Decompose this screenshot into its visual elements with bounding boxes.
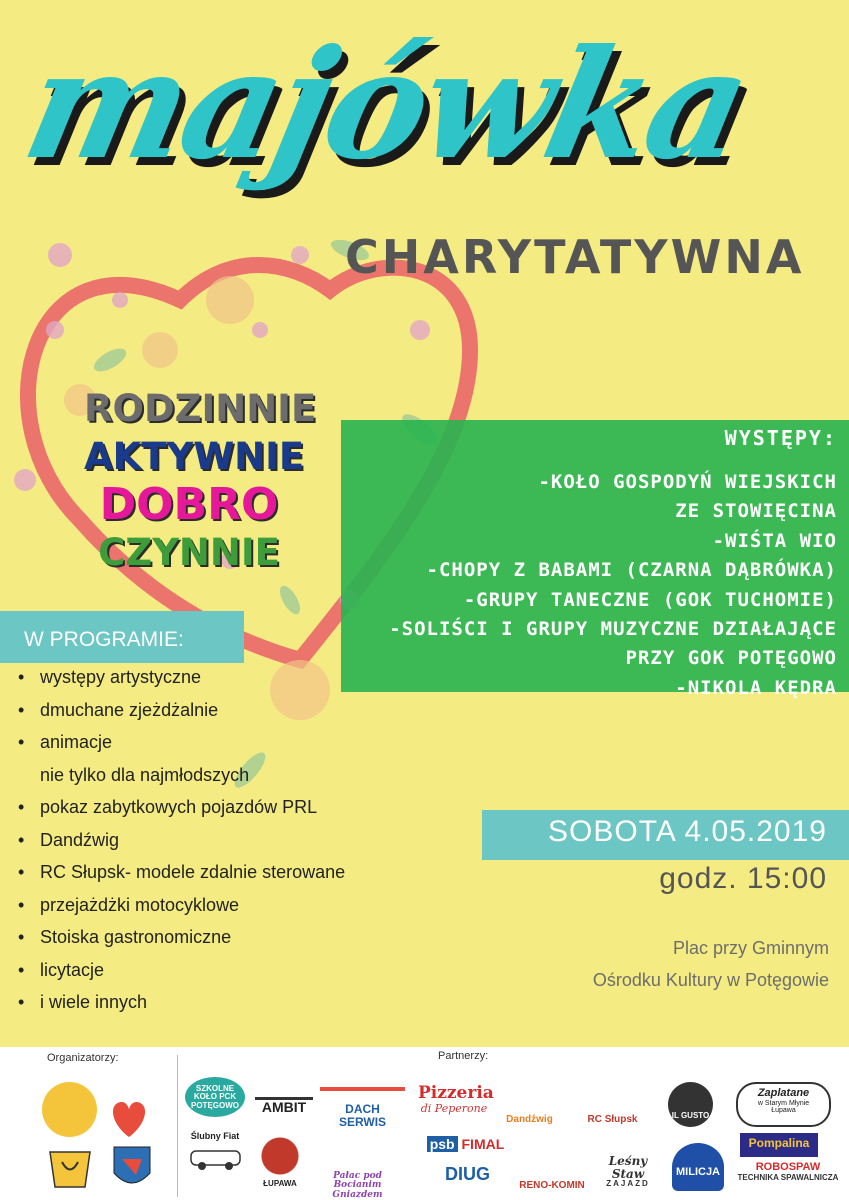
performer-line: -SOLIŚCI I GRUPY MUZYCZNE DZIAŁAJĄCE (389, 618, 837, 641)
performer-line: -GRUPY TANECZNE (GOK TUCHOMIE) (463, 588, 837, 611)
event-subtitle: CHARYTATYWNA (345, 230, 805, 284)
slogan (84, 385, 317, 577)
program-item: • przejażdżki motocyklowe (18, 889, 345, 922)
zaplatane-logo (736, 1082, 831, 1127)
program-item-continuation: nie tylko dla najmłodszych (40, 764, 250, 785)
lesny-staw-sub: ZAJAZD (606, 1179, 650, 1189)
slogan-word: CZYNNIE (98, 531, 280, 574)
performers-heading: WYSTĘPY: (724, 426, 837, 450)
lesny-staw-name: Leśny Staw (608, 1154, 648, 1181)
slogan-word: RODZINNIE (84, 387, 317, 430)
program-list (18, 661, 345, 1019)
pizzeria-name: Pizzeria (418, 1083, 494, 1103)
pompalina-logo: Pompalina (740, 1133, 818, 1157)
reno-komin-logo: RENO-KOMIN (519, 1180, 585, 1191)
slubny-fiat-name: Ślubny Fiat (190, 1131, 240, 1141)
performer-line: ZE STOWIĘCINA (675, 500, 837, 523)
robospaw-name: ROBOSPAW (755, 1161, 821, 1173)
robospaw-sub: TECHNIKA SPAWALNICZA (737, 1172, 839, 1182)
fimal-logo: FIMAL (461, 1136, 505, 1152)
pck-logo: SZKOLNE KOŁO PCK POTĘGOWO (185, 1077, 245, 1117)
dach-serwis-logo: DACH SERWIS (320, 1087, 405, 1122)
footer-divider (177, 1055, 178, 1197)
event-time: godz. 15:00 (659, 862, 827, 895)
psb-logo: psb (427, 1136, 458, 1152)
place-line: Plac przy Gminnym (672, 938, 829, 958)
place-line: Ośrodku Kultury w Potęgowie (592, 970, 829, 990)
event-title: majówka (11, 17, 762, 193)
sponsors-footer (0, 1047, 849, 1200)
pizzeria-logo (418, 1083, 494, 1125)
program-item: • pokaz zabytkowych pojazdów PRL (18, 791, 345, 824)
program-item: • występy artystyczne (18, 661, 345, 694)
program-item: • animacje (18, 726, 345, 759)
program-item: • dmuchane zjeżdżalnie (18, 694, 345, 727)
slubny-fiat-logo (185, 1132, 245, 1192)
slogan-word: AKTYWNIE (84, 435, 305, 478)
event-place (593, 932, 829, 996)
ambit-logo: AMBIT (255, 1097, 313, 1117)
performer-line: PRZY GOK POTĘGOWO (625, 647, 837, 670)
dandzwig-logo: Dandźwig (506, 1114, 553, 1125)
event-date: SOBOTA 4.05.2019 (482, 810, 849, 860)
il-gusto-logo: IL GUSTO (668, 1082, 713, 1127)
slogan-word: DOBRO (99, 479, 279, 530)
performer-line: -KOŁO GOSPODYŃ WIEJSKICH (538, 471, 837, 493)
milicja-logo: MILICJA (672, 1143, 724, 1191)
performers-box (341, 420, 849, 699)
rc-slupsk-logo: RC Słupsk (587, 1114, 638, 1125)
zaplatane-line: w Starym Młynie (757, 1099, 810, 1107)
wista-wio-logo (40, 1147, 100, 1192)
program-heading: W PROGRAMIE: (0, 611, 244, 663)
lesny-staw-logo (594, 1145, 662, 1193)
palac-logo: Pałac pod Bocianim Gniazdem (332, 1171, 383, 1200)
performer-line: -WIŚTA WIO (712, 529, 837, 552)
diug-logo: DIUG (445, 1164, 490, 1184)
zaplatane-line: Łupawa (771, 1106, 796, 1114)
program-item: • Dandźwig (18, 824, 345, 857)
gok-logo (42, 1082, 97, 1137)
robospaw-logo (733, 1162, 843, 1194)
zaplatane-name: Zaplatane (757, 1087, 810, 1099)
program-item: • licytacje (18, 954, 345, 987)
program-item: • Stoiska gastronomiczne (18, 921, 345, 954)
performer-line: -CHOPY Z BABAMI (CZARNA DĄBRÓWKA) (426, 559, 837, 582)
gmina-crest-logo (112, 1145, 152, 1193)
performer-line: -NIKOLA KĘDRA (675, 676, 837, 699)
organizers-label: Organizatorzy: (47, 1052, 119, 1064)
pizzeria-subname: di Peperone (420, 1101, 488, 1115)
partners-label: Partnerzy: (438, 1050, 489, 1062)
psb-fimal-logo (418, 1137, 513, 1159)
lupawa-logo: ŁUPAWA (255, 1132, 305, 1192)
fundacja-logo (104, 1082, 154, 1137)
program-item: • RC Słupsk- modele zdalnie sterowane (18, 856, 345, 889)
program-item: • i wiele innych (18, 986, 345, 1019)
